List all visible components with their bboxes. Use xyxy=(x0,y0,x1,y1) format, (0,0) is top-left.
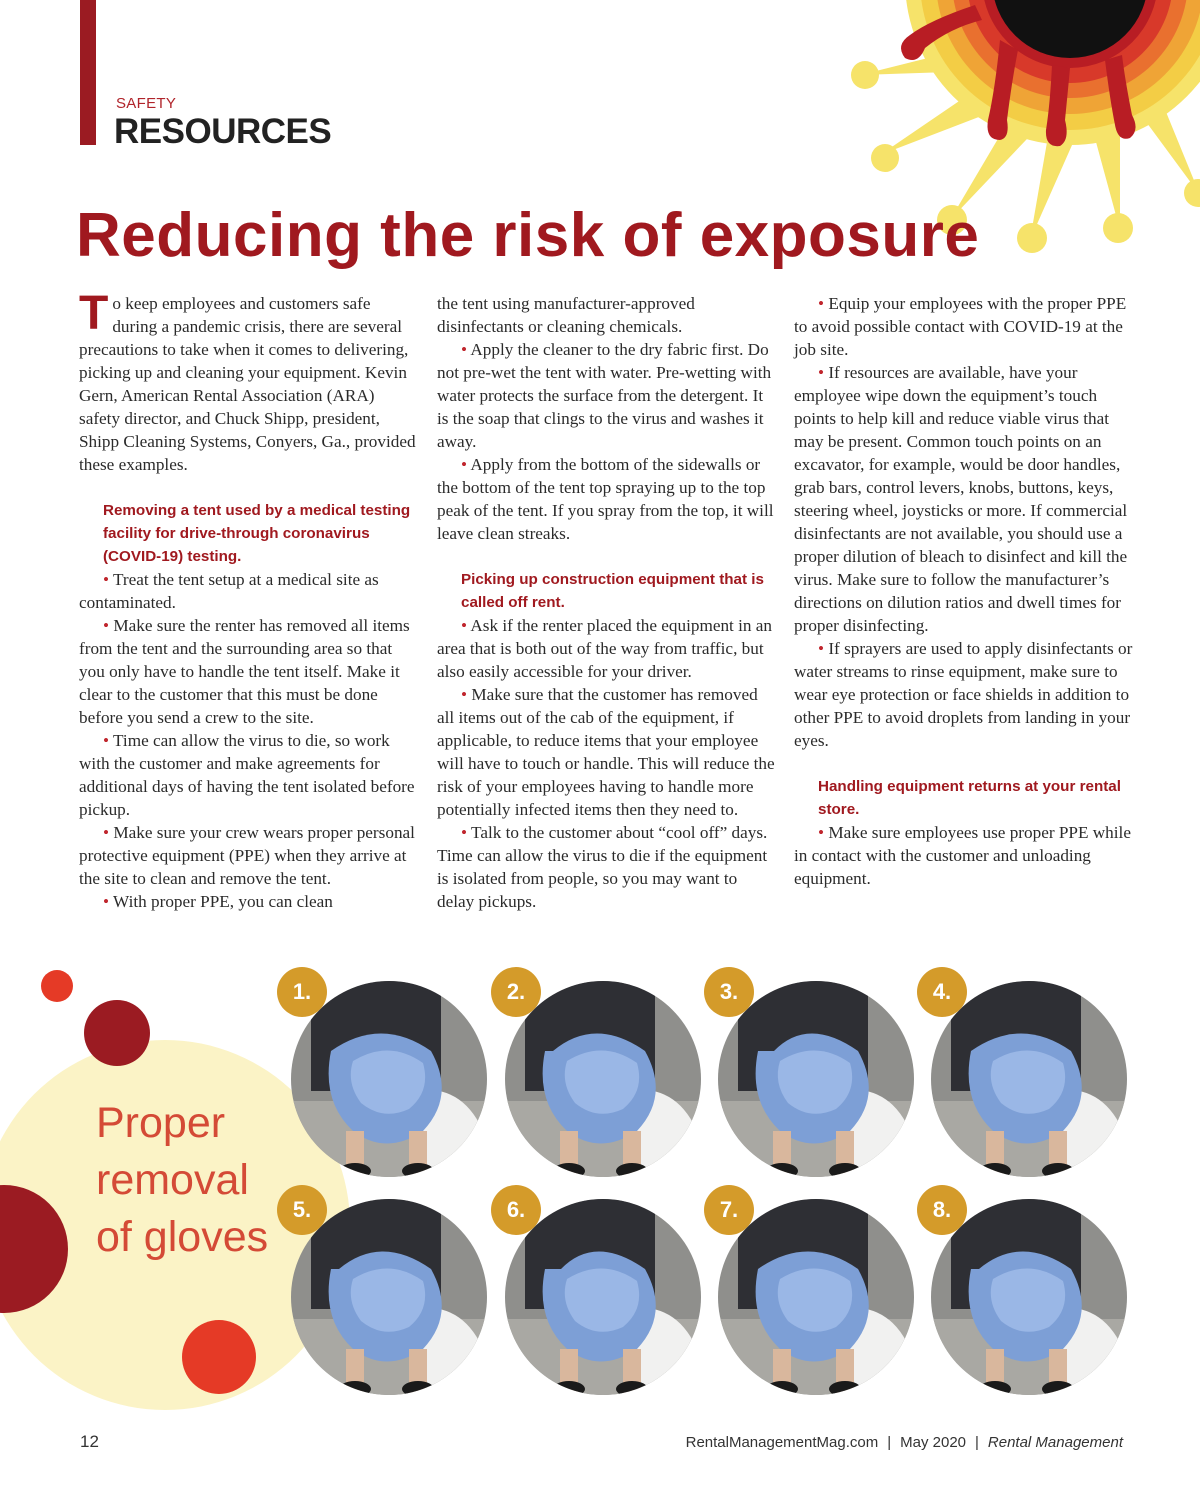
website-text: RentalManagementMag.com xyxy=(685,1434,879,1451)
list-item-text: If resources are available, have your employee wipe down the equipment’s touch points to help kill and reduce viable virus that may be present. Common touch points on an excavator, for example, would be door handles, grab bars, control levers, knobs, buttons, keys, steering wheel, joysticks or more. If commercial disinfectants are not available, you should use a proper dilution of bleach to disinfect and kill the virus. Make sure to follow the manufacturer’s directions on dilution ratios and dwell times for proper disinfecting. xyxy=(794,363,1128,635)
subhead-equipment-returns: Handling equipment returns at your rental store. xyxy=(818,778,1121,818)
step-number-badge: 2. xyxy=(491,967,541,1017)
glove-step-photo xyxy=(291,981,487,1177)
glove-step-photo xyxy=(505,1199,701,1395)
list-item xyxy=(437,453,777,545)
list-item xyxy=(794,292,1134,361)
list-item xyxy=(794,361,1134,637)
bullet-icon: • xyxy=(103,731,110,750)
bullet-icon: • xyxy=(461,616,468,635)
list-item-text: With proper PPE, you can clean xyxy=(113,892,333,911)
bullet-icon: • xyxy=(103,823,110,842)
bullet-icon: • xyxy=(461,340,468,359)
article-column-3 xyxy=(794,292,1134,890)
list-item-text: If sprayers are used to apply disinfectants or water streams to rinse equipment, make sure to wear eye protection or face shields in addition to other PPE to avoid droplets from landing in your eyes. xyxy=(794,639,1133,750)
bullet-icon: • xyxy=(103,616,110,635)
list-item xyxy=(794,821,1134,890)
section-accent-bar xyxy=(80,0,96,145)
glove-step-2 xyxy=(505,981,701,1177)
list-item-text: Ask if the renter placed the equipment in an area that is both out of the way from traffic, but also easily accessible for your driver. xyxy=(437,616,773,681)
bullet-icon: • xyxy=(818,639,825,658)
list-item xyxy=(794,637,1134,752)
list-item xyxy=(79,890,419,913)
bullet-icon: • xyxy=(461,455,468,474)
glove-step-photo xyxy=(718,981,914,1177)
step-number-badge: 5. xyxy=(277,1185,327,1235)
list-item-text: Make sure your crew wears proper personal protective equipment (PPE) when they arrive at the site to clean and remove the tent. xyxy=(79,823,415,888)
list-item xyxy=(79,729,419,821)
glove-step-5 xyxy=(291,1199,487,1395)
decor-dot-maroon xyxy=(84,1000,150,1066)
magazine-name: Rental Management xyxy=(987,1434,1123,1451)
bullet-icon: • xyxy=(103,570,110,589)
list-item-text: Treat the tent setup at a medical site as contaminated. xyxy=(79,570,379,612)
list-item xyxy=(437,614,777,683)
decor-dot-orange xyxy=(182,1320,256,1394)
gloves-panel-title: Proper removal of gloves xyxy=(96,1099,269,1261)
bullet-icon: • xyxy=(818,823,825,842)
glove-step-photo xyxy=(931,981,1127,1177)
glove-step-photo xyxy=(291,1199,487,1395)
step-number-badge: 7. xyxy=(704,1185,754,1235)
drop-cap: T xyxy=(79,287,109,340)
subhead-equipment-pickup: Picking up construction equipment that is called off rent. xyxy=(461,571,764,611)
step-number-badge: 8. xyxy=(917,1185,967,1235)
glove-step-3 xyxy=(718,981,914,1177)
section-name: RESOURCES xyxy=(114,112,332,151)
glove-step-photo xyxy=(931,1199,1127,1395)
list-item-text: Make sure that the customer has removed all items out of the cab of the equipment, if applicable, to reduce items that your employee will have to touch or handle. This will reduce the risk of your employees having to handle more potentially infected items then they need to. xyxy=(437,685,775,819)
glove-step-photo xyxy=(505,981,701,1177)
list-item-text: Make sure employees use proper PPE while in contact with the customer and unloading equipment. xyxy=(794,823,1131,888)
folio-line xyxy=(686,1434,1123,1451)
subhead-tent-removal: Removing a tent used by a medical testing facility for drive-through coronavirus (COVID-19) testing. xyxy=(103,502,411,565)
glove-step-8 xyxy=(931,1199,1127,1395)
article-column-1 xyxy=(79,287,419,913)
list-item-text: Apply the cleaner to the dry fabric first. Do not pre-wet the tent with water. Pre-wetting with water protects the surface from the detergent. It is the soap that clings to the virus and washes it away. xyxy=(437,340,772,451)
step-number-badge: 6. xyxy=(491,1185,541,1235)
page-number: 12 xyxy=(80,1432,99,1451)
step-number-badge: 3. xyxy=(704,967,754,1017)
bullet-icon: • xyxy=(103,892,110,911)
folio-separator: | xyxy=(887,1434,892,1451)
step-number-badge: 1. xyxy=(277,967,327,1017)
bullet-icon: • xyxy=(818,294,825,313)
list-item-text: Equip your employees with the proper PPE to avoid possible contact with COVID-19 at the job site. xyxy=(794,294,1127,359)
issue-date: May 2020 xyxy=(900,1434,966,1451)
folio-separator: | xyxy=(975,1434,979,1451)
intro-paragraph xyxy=(79,287,419,476)
glove-step-photo xyxy=(718,1199,914,1395)
glove-step-6 xyxy=(505,1199,701,1395)
list-item xyxy=(437,683,777,821)
list-item-text: Talk to the customer about “cool off” days. Time can allow the virus to die if the equipment is isolated from people, so you may want to delay pickups. xyxy=(437,823,768,911)
list-item xyxy=(437,821,777,913)
list-item-text: Apply from the bottom of the sidewalls or the bottom of the tent top spraying up to the top peak of the tent. If you spray from the top, it will leave clean streaks. xyxy=(437,455,774,543)
list-item xyxy=(79,821,419,890)
list-item xyxy=(79,614,419,729)
article-column-2 xyxy=(437,292,777,913)
glove-step-7 xyxy=(718,1199,914,1395)
bullet-icon: • xyxy=(818,363,825,382)
section-kicker: SAFETY xyxy=(116,95,177,112)
glove-step-1 xyxy=(291,981,487,1177)
intro-text: o keep employees and customers safe during a pandemic crisis, there are several precautions to take when it comes to delivering, picking up and cleaning your equipment. Kevin Gern, American Rental Association (ARA) safety director, and Chuck Shipp, president, Shipp Cleaning Systems, Conyers, Ga., provided these examples. xyxy=(79,294,416,474)
bullet-icon: • xyxy=(461,823,468,842)
list-item xyxy=(437,338,777,453)
decor-dot-small xyxy=(41,970,73,1002)
list-item-text: Make sure the renter has removed all items from the tent and the surrounding area so that you only have to handle the tent itself. Make it clear to the customer that this must be done before you send a crew to the site. xyxy=(79,616,410,727)
bullet-icon: • xyxy=(461,685,468,704)
list-item-text: Time can allow the virus to die, so work with the customer and make agreements for additional days of having the tent isolated before pickup. xyxy=(79,731,415,819)
step-number-badge: 4. xyxy=(917,967,967,1017)
list-item xyxy=(79,568,419,614)
glove-step-4 xyxy=(931,981,1127,1177)
continuation-text: the tent using manufacturer-approved disinfectants or cleaning chemicals. xyxy=(437,294,695,336)
article-headline: Reducing the risk of exposure xyxy=(76,201,980,270)
